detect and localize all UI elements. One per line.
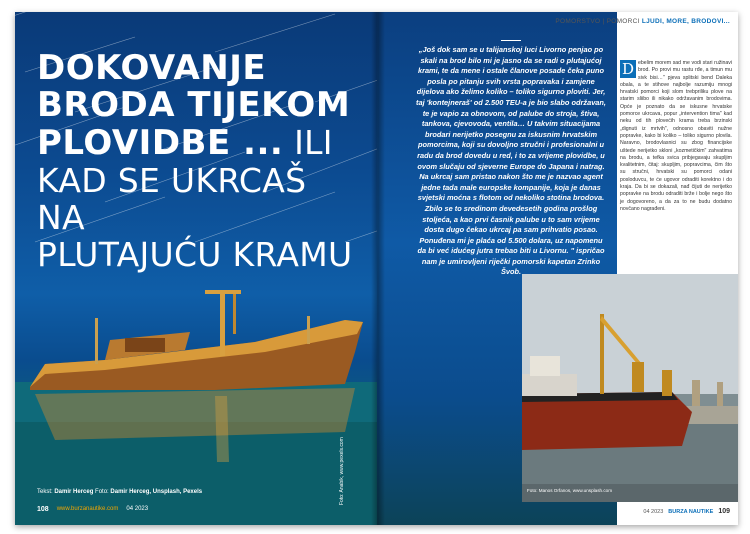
right-folio [643, 508, 730, 515]
left-page [15, 12, 377, 525]
magazine-spread [15, 12, 738, 525]
body-column [620, 60, 732, 213]
left-folio [37, 506, 148, 513]
magazine-brand: BURZA NAUTIKE [668, 508, 714, 515]
left-issue: 04 2023 [126, 506, 149, 512]
article-credits [37, 489, 202, 495]
body-text: ebelim morem sad me vodi stari ružinavi brod. Po provi mu rastu rđe, a timun mu sivk bisi…" pjeva splitski bend Daleka obala, a te stihove najbolje razumiju mnogi hrvatski pomorci koji slom trebpriliku plove na starim sliibo ili nikako održavanim brodovima. Opće je poznato da se iskusne hrvatske pomorce ukrcava, popur „intervention tima" kad neku od tih plovećih krama treba brzinski „dignuti iz mrtvih", odnosno obaviti nužne popravke, kako bi koliko – toliko sigurno plovila. Naravno, brodovlasnici su zbog financijske uštede nerijetko skloni „kozmetičkim" zahvatima na brodu, a tefka svica pribjegavaju skupljim kvalitetnim, čitaj: skupljim, popravcima, čim što su stručni, hrvatski su pomorci odani posloduvcu, te će ugovor odraditi korektno i do kraja. Da bi se dokazali, nađ čijuti de nerijetko popravke na brodu odraditi brže i bolje nego što je dogovoreno, a da za to ne budu dodatno novčano nagrađeni. [620, 60, 732, 212]
headline-line-1: DOKOVANJE [37, 48, 267, 88]
headline-line-5: PLUTAJUĆU KRAMU [37, 235, 353, 274]
shipwreck-illustration [15, 272, 377, 525]
pull-quote [415, 40, 607, 278]
section-label: POMORSTVO | POMORCI [555, 18, 640, 25]
text-credit-label: Tekst: [37, 489, 53, 495]
pull-quote-text: „Još dok sam se u talijanskoj luci Livorno penjao po skali na brod bilo mi je jasno da se radi o plutajućoj krami, te da mene i ostale članove posade čeka puno posla po pitanju svih vrsta popravaka i zamjene dijelova ako želimo koliko – toliko sigurno ploviti. Jer, taj 'kontejneraš' od 2.500 TEU-a je bio slabo održavan, te je vapio za obnovom, od palube do stroja, štiva, tankova, cjevovoda, ventila… U takvim situacijama brodari nerijetko posegnu za iskusnim hrvatskim pomorcima, koji su dovoljno stručni i profesionalni u radu da brod dovedu u red, i to za vrijeme plovidbe, u ovom slučaju od sjeverne Europe do Japana i natrag. Na ukrcaj sam pristao nakon što me je nazvao agent jedne tada male europske kompanije, koja je danas svjetski moćna s flotom od nekoliko stotina brodova. Zbilo se to sredinom devedesetih godina prošlog stoljeća, a kao prvi časnik palube u to sam vrijeme dosta dugo čekao ukrcaj pa sam prihvatio posao. Ponuđena mi je plaća od 5.500 dolara, uz napomenu da bi već idućeg jutra trebao biti u Livornu. " ispričao nam je umirovljeni riječki pomorski kapetan Zrinko Švob. [416, 45, 606, 277]
photo-credit-author: Damir Herceg, Unsplash, Pexels [110, 489, 203, 495]
headline-line-2: BRODA TIJEKOM [37, 85, 351, 125]
right-page [377, 12, 738, 525]
photo-credit-label: Foto: [95, 489, 109, 495]
quote-divider [501, 40, 521, 41]
headline-line-4: KAD SE UKRCAŠ NA [37, 161, 307, 237]
headline-line-3-light: ILI [283, 123, 333, 162]
left-page-number: 108 [37, 506, 49, 513]
headline-line-3: PLOVIDBE ... [37, 123, 284, 163]
right-page-number: 109 [718, 508, 730, 515]
website-url: www.burzanautike.com [56, 506, 119, 512]
section-header [555, 18, 730, 25]
cargo-ship-photo [522, 274, 738, 502]
text-credit-author: Damir Herceg [54, 489, 94, 495]
headline [37, 50, 357, 273]
vertical-photo-credit: Foto: Anabik, www.pexels.com [339, 437, 345, 505]
photo-caption: Foto: Manos Orfanos, www.unsplash.com [527, 488, 613, 493]
drop-cap: D [621, 60, 635, 78]
right-issue: 04 2023 [643, 508, 664, 515]
spine-shadow [371, 12, 385, 525]
section-highlight: LJUDI, MORE, BRODOVI... [641, 18, 730, 25]
